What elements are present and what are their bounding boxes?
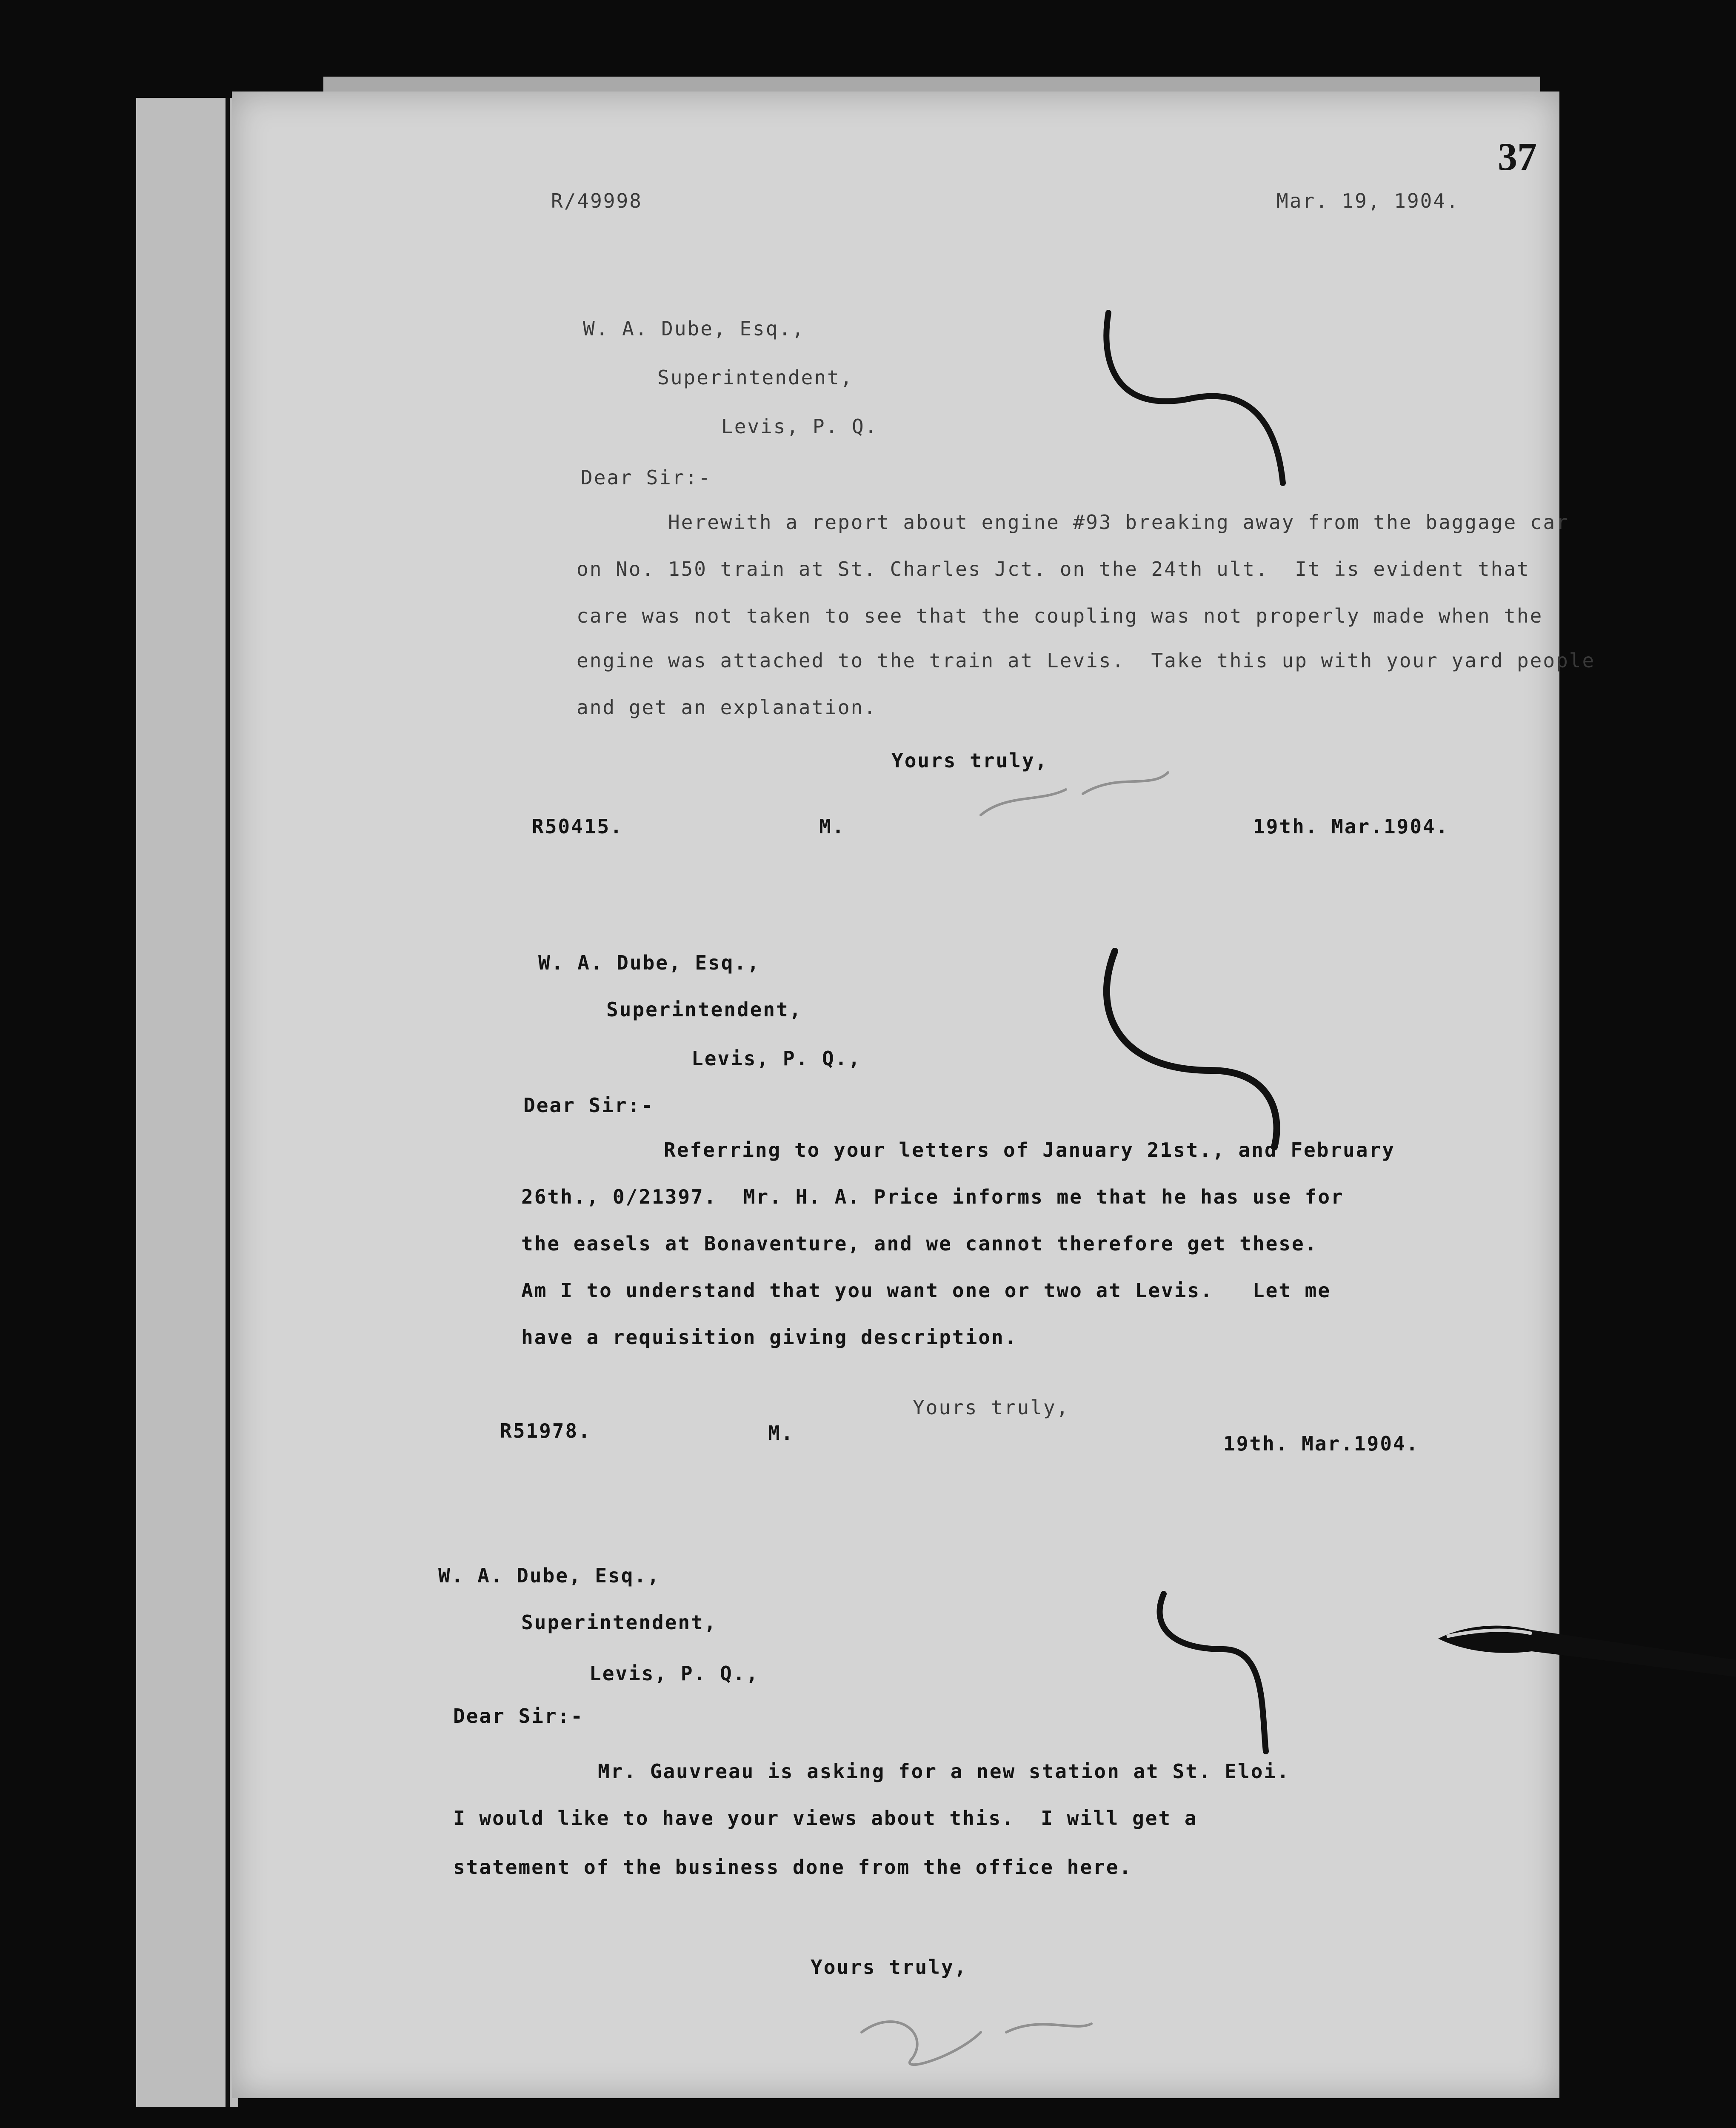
salutation: Dear Sir:- [581, 466, 711, 489]
pen-tip [1438, 1613, 1736, 1681]
addressee-name: W. A. Dube, Esq., [438, 1564, 660, 1587]
page-edge-divider [226, 98, 230, 2107]
signature-initials-1 [981, 772, 1168, 815]
letter-ref: R50415. [532, 815, 623, 838]
addressee-title: Superintendent, [521, 1611, 717, 1634]
scribble-mark-3 [1160, 1594, 1266, 1751]
body-line: statement of the business done from the office here. [453, 1856, 1133, 1879]
body-line: 26th., 0/21397. Mr. H. A. Price informs me that he has use for [521, 1185, 1344, 1208]
page-number: 37 [1498, 135, 1537, 178]
body-line: Herewith a report about engine #93 breaking away from the baggage car [668, 511, 1569, 534]
letter-date: Mar. 19, 1904. [1276, 189, 1459, 212]
letter-date: 19th. Mar.1904. [1253, 815, 1449, 838]
body-line: Referring to your letters of January 21st., and February [664, 1138, 1395, 1161]
scribble-mark-1 [1106, 313, 1283, 483]
letter-date: 19th. Mar.1904. [1223, 1432, 1419, 1455]
handwritten-marks [232, 92, 1559, 2098]
body-line: and get an explanation. [577, 696, 877, 719]
addressee-name: W. A. Dube, Esq., [538, 951, 760, 974]
closing: Yours truly, [811, 1956, 968, 1979]
addressee-place: Levis, P. Q., [589, 1662, 760, 1685]
body-line: have a requisition giving description. [521, 1326, 1018, 1349]
closing: Yours truly, [913, 1396, 1070, 1419]
closing: Yours truly, [891, 749, 1048, 772]
letter-ref: R/49998 [551, 189, 642, 212]
signature-initials-2 [862, 2022, 1091, 2065]
letter-initial: M. [819, 815, 845, 838]
letter-initial: M. [768, 1422, 794, 1444]
body-line: engine was attached to the train at Levis. Take this up with your yard people [577, 649, 1596, 672]
addressee-name: W. A. Dube, Esq., [583, 317, 805, 340]
letter-ref: R51978. [500, 1419, 591, 1442]
body-line: on No. 150 train at St. Charles Jct. on the 24th ult. It is evident that [577, 558, 1530, 581]
back-page-edge [136, 98, 238, 2107]
scribble-mark-2 [1107, 951, 1277, 1147]
body-line: the easels at Bonaventure, and we cannot therefore get these. [521, 1232, 1318, 1255]
addressee-place: Levis, P. Q., [691, 1047, 862, 1070]
letterbook-page [232, 92, 1596, 2098]
salutation: Dear Sir:- [453, 1705, 584, 1728]
addressee-title: Superintendent, [657, 366, 854, 389]
addressee-place: Levis, P. Q. [721, 415, 878, 438]
salutation: Dear Sir:- [523, 1094, 654, 1117]
body-line: I would like to have your views about this. I will get a [453, 1807, 1198, 1830]
body-line: Am I to understand that you want one or two at Levis. Let me [521, 1279, 1331, 1302]
addressee-title: Superintendent, [606, 998, 802, 1021]
body-line: Mr. Gauvreau is asking for a new station at St. Eloi. [598, 1760, 1290, 1783]
body-line: care was not taken to see that the coupling was not properly made when the [577, 604, 1543, 627]
